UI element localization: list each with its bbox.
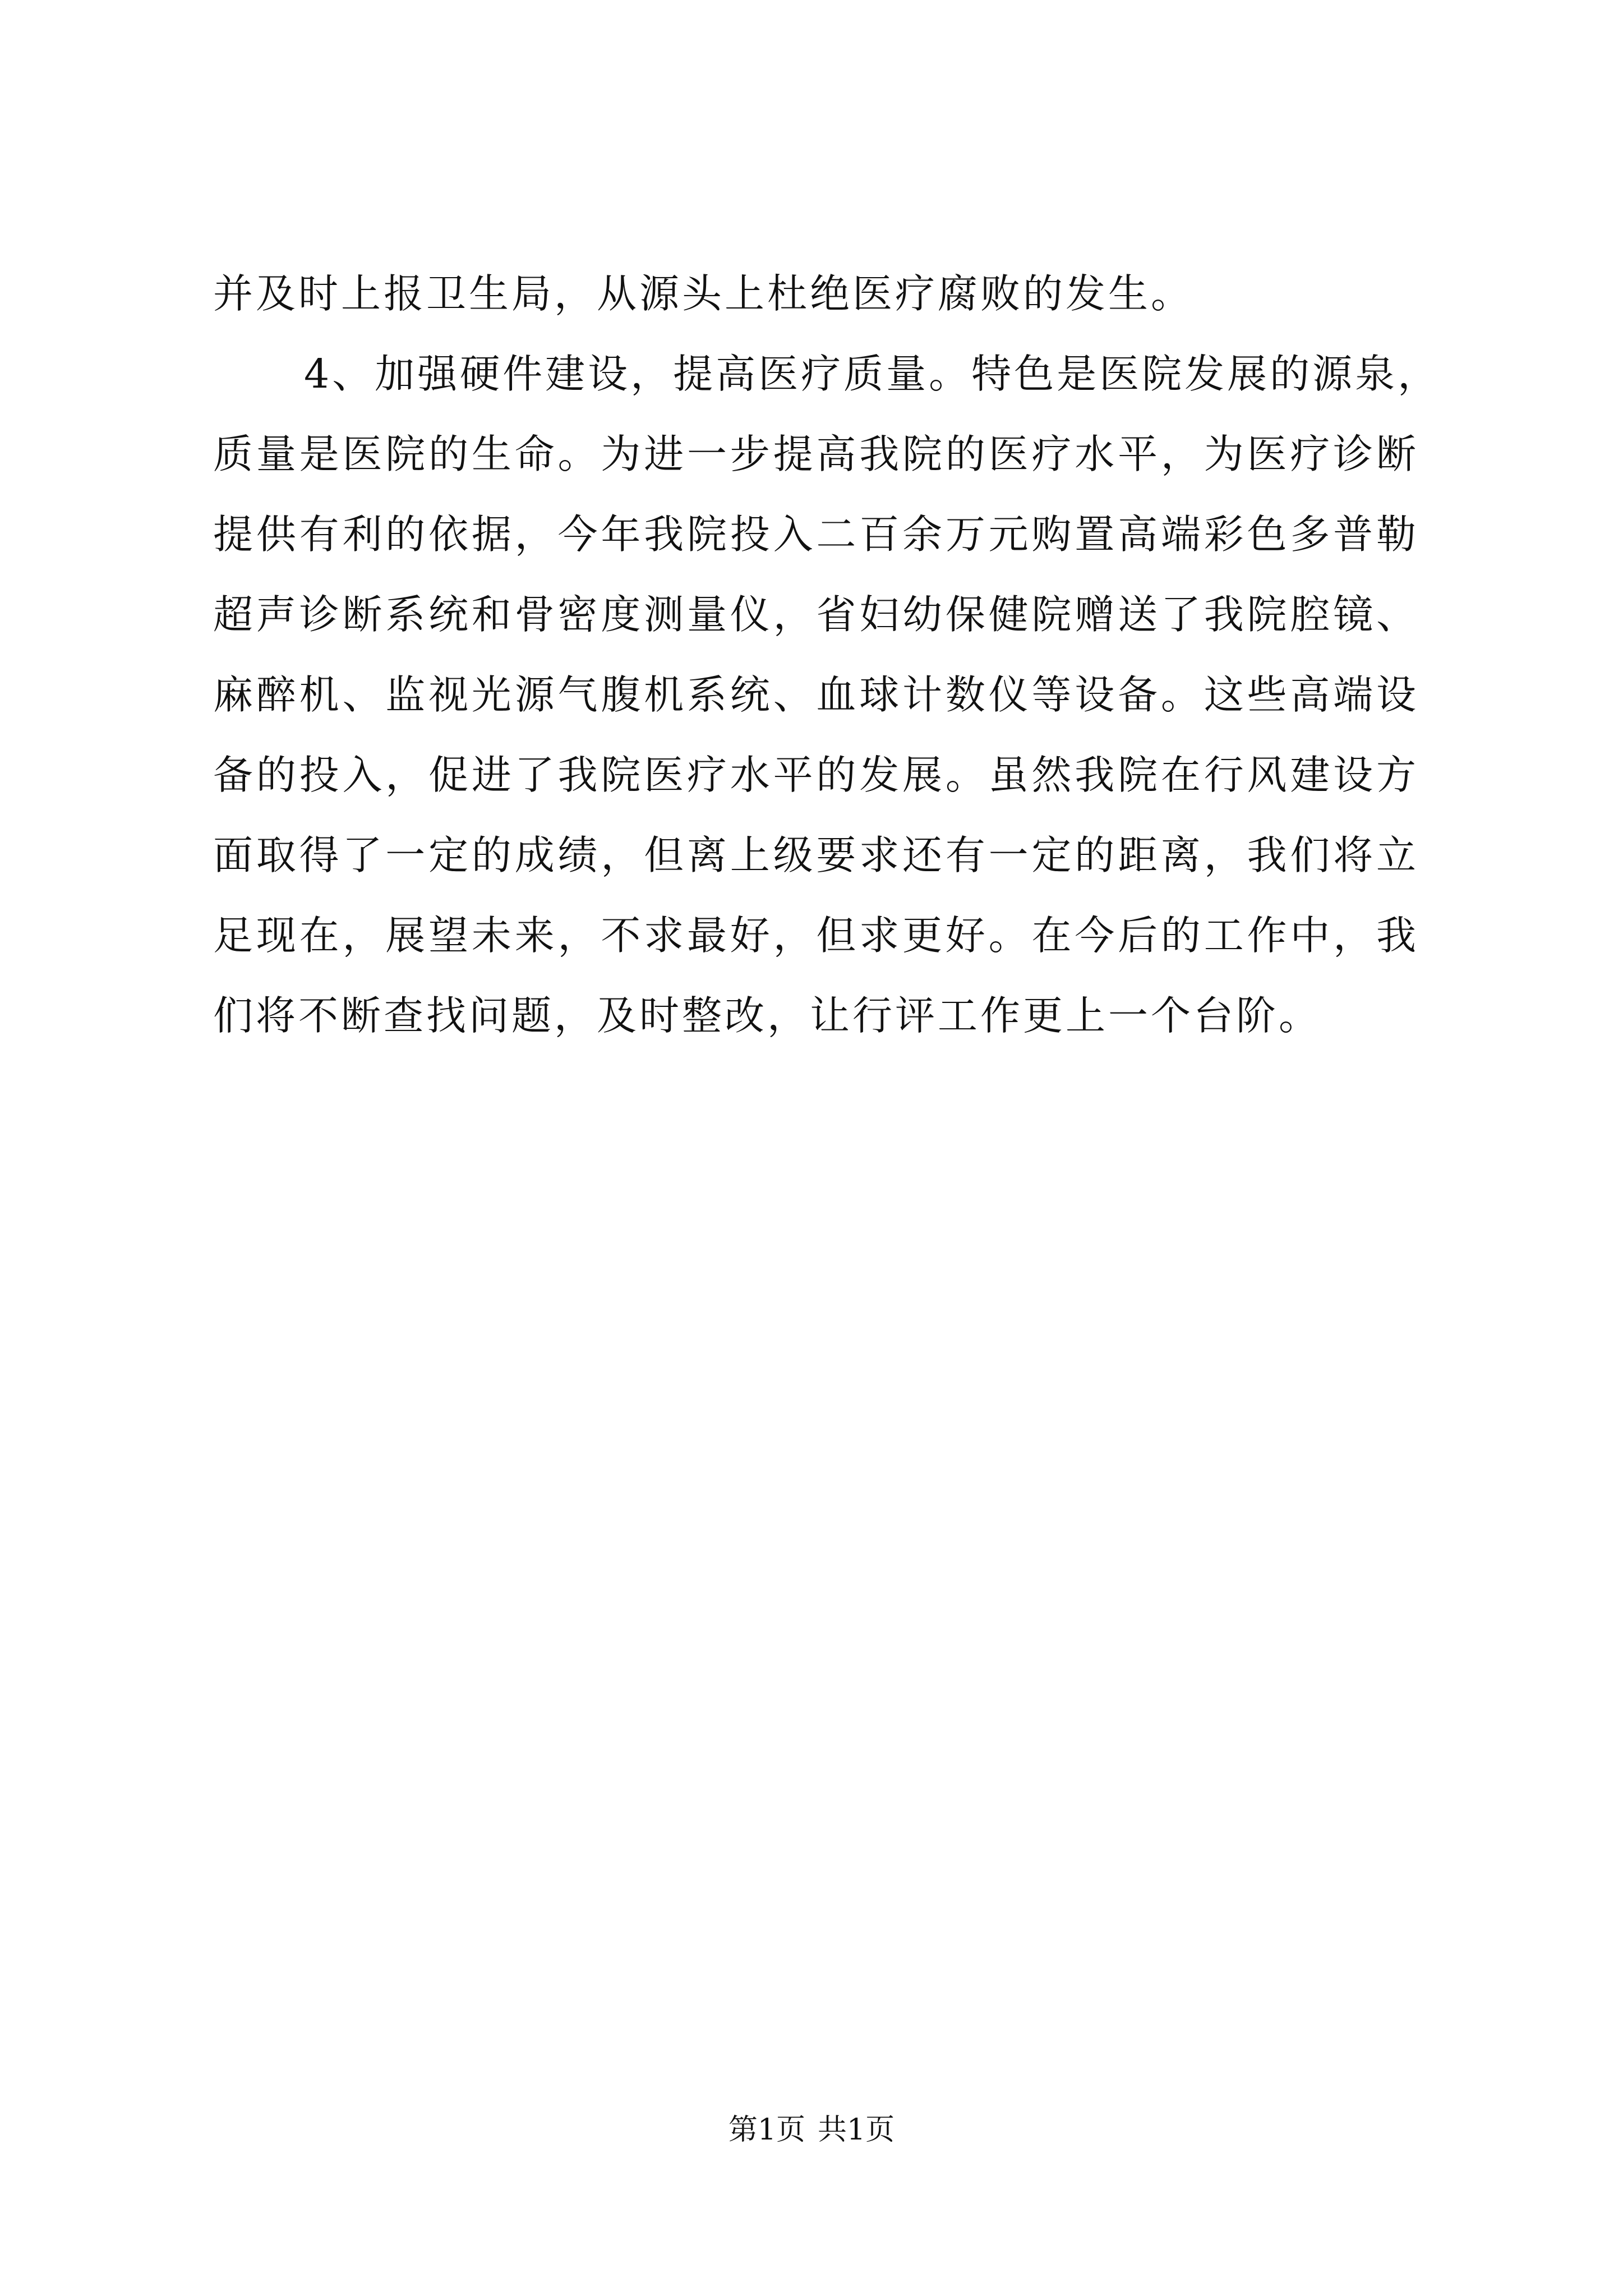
text-line-3: 质量是医院的生命。为进一步提高我院的医疗水平，为医疗诊断 xyxy=(213,431,1419,477)
text-line-2: 4、加强硬件建设，提高医疗质量。特色是医院发展的源泉， xyxy=(304,351,1441,397)
page-number-current: 第1页 xyxy=(728,2113,805,2147)
document-body xyxy=(213,254,1441,1056)
text-line-1: 并及时上报卫生局，从源头上杜绝医疗腐败的发生。 xyxy=(213,270,1194,317)
text-line-9: 足现在，展望未来，不求最好，但求更好。在今后的工作中，我 xyxy=(213,912,1419,959)
text-line-5: 超声诊断系统和骨密度测量仪，省妇幼保健院赠送了我院腔镜、 xyxy=(213,591,1419,638)
text-line-7: 备的投入，促进了我院医疗水平的发展。虽然我院在行风建设方 xyxy=(213,752,1419,798)
page-footer xyxy=(0,2110,1623,2150)
text-line-4: 提供有利的依据，今年我院投入二百余万元购置高端彩色多普勒 xyxy=(213,511,1419,558)
page-number-total: 共1页 xyxy=(818,2113,895,2147)
text-line-6: 麻醉机、监视光源气腹机系统、血球计数仪等设备。这些高端设 xyxy=(213,671,1419,718)
text-line-8: 面取得了一定的成绩，但离上级要求还有一定的距离，我们将立 xyxy=(213,832,1419,878)
text-line-10: 们将不断查找问题，及时整改，让行评工作更上一个台阶。 xyxy=(213,992,1322,1039)
